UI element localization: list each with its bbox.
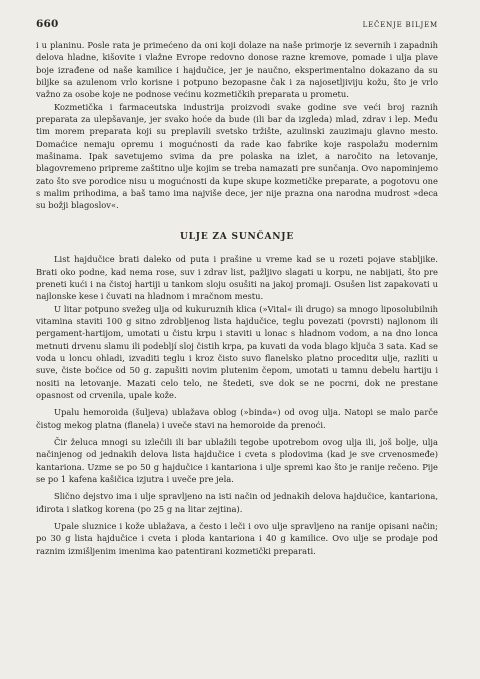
paragraph: i u planinu. Posle rata je primećeno da oni koji dolaze na naše primorje iz severnih i zapadnih delova hladne, kišovite i vlažne Evrope redovno donose razne kremove, pomade i ulja plave boje izrađene od naše kamilice i hajdučice, jer je naučno, eksperimentalno dokazano da su biljke sa azulenom vrlo korisne i potpuno bezopasne čak i za najosetljiviju kožu, što je vrlo važno za osobe koje ne podnose većinu kozmetičkih preparata u prometu. bbox=[36, 40, 438, 100]
page-number: 660 bbox=[36, 18, 59, 30]
paragraph: List hajdučice brati daleko od puta i prašine u vreme kad se u rozeti pojave stabljike. Brati oko podne, kad nema rose, suv i zdrav list, pažljivo slagati u korpu, ne nabijati, što pre preneti kući i na čistoj hartiji u tankom sloju osušiti na jakoj promaji. Osušen list zapakovati u najlonske kese i čuvati na hladnom i mračnom mestu. bbox=[36, 254, 438, 302]
paragraph: U litar potpuno svežeg ulja od kukuruznih klica (»Vital« ili drugo) sa mnogo liposolubilnih vitamina staviti 100 g sitno zdrobljenog lista hajdučice, teglu povezati (povrsti) najlonom ili pergament-hartijom, umotati u čistu krpu i staviti u lonac s hladnom vodom, a na dno lonca metnuti drvenu slamu ili podebljí sloj čistih krpa, pa kuvati da voda blago ključa 3 sata. Kad se voda u loncu ohladi, izvaditi teglu i kroz čisto suvo flanelsko platno proceditи ulje, razliti u suve, čiste bočice od 50 g. zapušiti novim plutenim čepom, umotati u tamnu debelu hartiju i nositi na letovanje. Mazati celo telo, ne štedeti, sve dok se ne pocrni, dok ne prestane opasnost od crvenila, upale kože. bbox=[36, 303, 438, 400]
page-body bbox=[36, 39, 438, 557]
paragraph: Upale sluznice i kože ublažava, a često i leči i ovo ulje spravljeno na ranije opisani način; po 30 g lista hajdučice i cveta i ploda kantariona i 40 g kamilice. Ovo ulje se prodaje pod raznim izmišljenim imenima kao patentirani kozmetički preparati. bbox=[36, 521, 438, 556]
paragraph: Kozmetička i farmaceutska industrija proizvodi svake godine sve veći broj raznih preparata za ulepšavanje, jer svako hoće da bude (ili bar da izgleda) mlad, zdrav i lep. Među tim morem preparata koji su preplavili svetsko tržište, azulinski zauzimaju glavno mesto. Domaćice nemaju opremu i mogućnosti da rade kao fabrike koje raspolažu modernim mašinama. Ipak savetujemo svima da pre polaska na izlet, a naročito na letovanje, blagovremeno pripreme zaštitno ulje kojim se treba namazati pre sunčanja. Ovo napominjemo zato što sve porodice nisu u mogućnosti da kupe skupe kozmetičke preparate, a pogotovu one s malim prihodima, a baš tamo ima najviše dece, jer nije prazna ona narodna mudrost »deca su božji blagoslov«. bbox=[36, 101, 438, 211]
page-header bbox=[36, 18, 438, 30]
paragraph: Čir želuca mnogi su izlečili ili bar ublažili tegobe upotrebom ovog ulja ili, još bolje, ulja načinjenog od jednakih delova lista hajdučice i cveta s plodovima (kad je sve crvenosmeđe) kantariona. Uzme se po 50 g hajdučice i kantariona i ulje spremi kao što je ranije rečeno. Pije se po 1 kafena kašičica izjutra i uveče pre jela. bbox=[36, 436, 438, 484]
paragraph: Upalu hemoroida (šuljeva) ublažava oblog (»binda«) od ovog ulja. Natopi se malo parče čistog mekog platna (flanela) i uveče stavi na hemoroide da prenoći. bbox=[36, 407, 438, 430]
section-title: ULJE ZA SUNČANJE bbox=[180, 231, 294, 242]
paragraph: Slično dejstvo ima i ulje spravljeno na isti način od jednakih delova hajdučice, kantariona, iđirota i slatkog korena (po 25 g na litar zejtina). bbox=[36, 491, 438, 514]
running-title: LEČENJE BILJEM bbox=[362, 21, 438, 29]
